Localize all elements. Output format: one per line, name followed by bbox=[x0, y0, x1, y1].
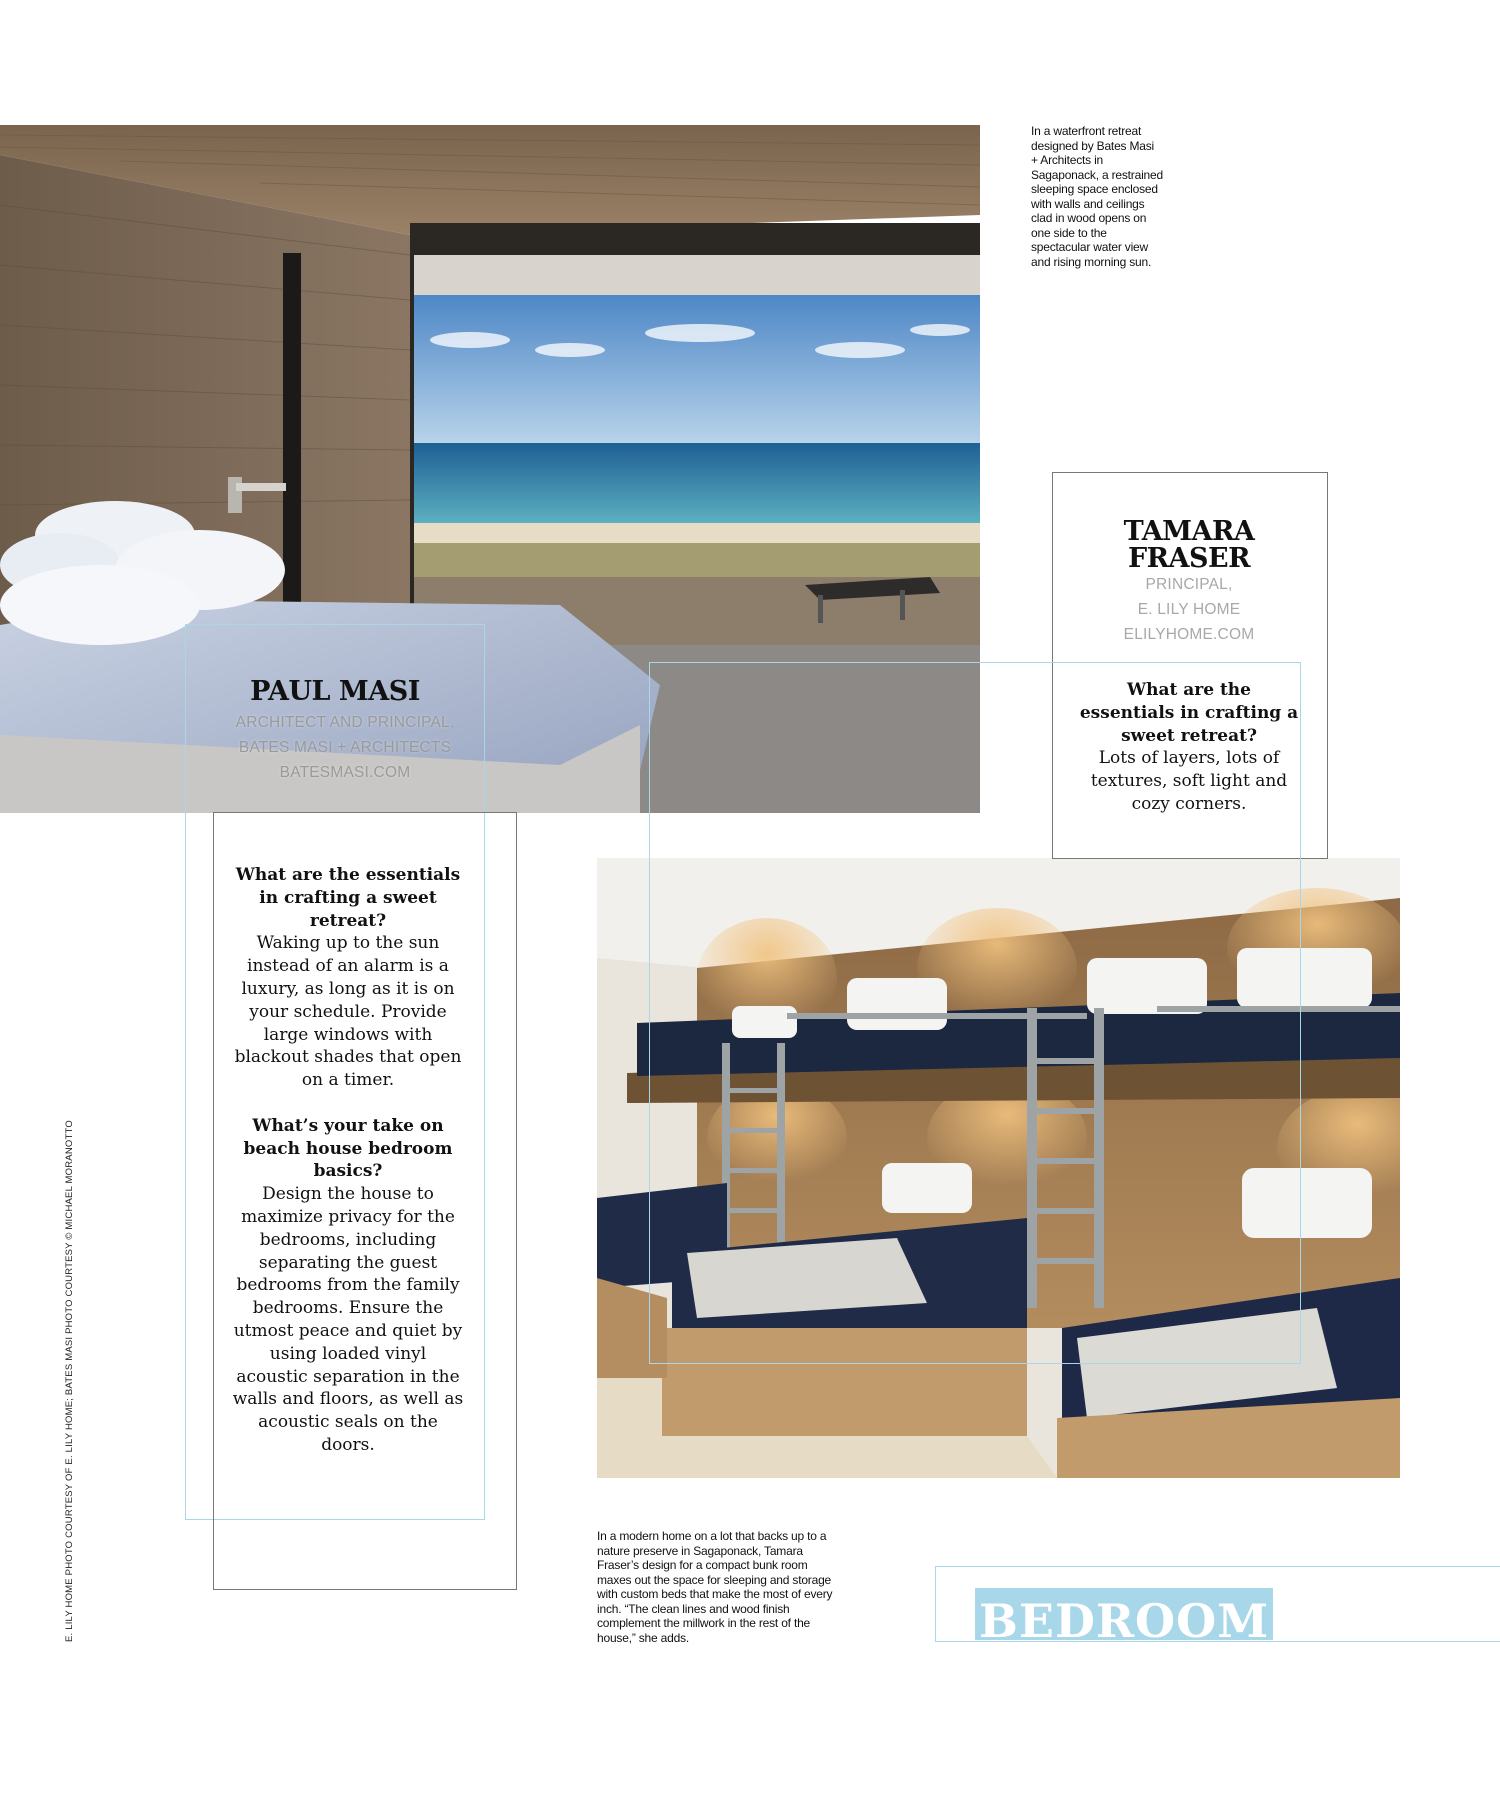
fraser-role-website: ELILYHOME.COM bbox=[1123, 626, 1255, 643]
masi-answer-2: Design the house to maximize privacy for the bedrooms, including separating the guest bedrooms from the family bedrooms. Ensure the utmost peace and quiet by using loaded vinyl acoustic separation in the walls and floors, as well as acoustic seals on the doors. bbox=[232, 1184, 464, 1455]
masi-question-2: What’s your take on beach house bedroom basics? bbox=[243, 1115, 453, 1182]
photo-credit: E. LILY HOME PHOTO COURTESY OF E. LILY HOME; BATES MASI PHOTO COURTESY © MICHAEL MORANOTTO bbox=[64, 1120, 75, 1642]
masi-role-firm: BATES MASI + ARCHITECTS bbox=[238, 739, 452, 756]
fraser-answer-1: Lots of layers, lots of textures, soft light and cozy corners. bbox=[1090, 748, 1288, 814]
waterfront-photo-caption: In a waterfront retreat designed by Bates Masi + Architects in Sagaponack, a restrained sleeping space enclosed with walls and ceilings clad in wood opens on one side to the spectacular water view and rising morning sun. bbox=[1031, 124, 1163, 269]
masi-name: PAUL MASI bbox=[250, 676, 420, 707]
fraser-last-name: FRASER bbox=[1127, 543, 1251, 574]
fraser-name bbox=[1058, 518, 1320, 572]
section-tag-label: BEDROOM bbox=[975, 1588, 1273, 1640]
masi-interview bbox=[232, 864, 464, 1457]
masi-role bbox=[190, 710, 500, 785]
masi-answer-1: Waking up to the sun instead of an alarm is a luxury, as long as it is on your schedule. Provide large windows with blackout shades that open on a timer. bbox=[234, 933, 462, 1091]
fraser-role-title: PRINCIPAL, bbox=[1145, 576, 1233, 593]
masi-question-1: What are the essentials in crafting a sweet retreat? bbox=[235, 865, 461, 931]
bunk-room-photo-caption: In a modern home on a lot that backs up to a nature preserve in Sagaponack, Tamara Fraser’s design for a compact bunk room maxes out the space for sleeping and storage with custom beds that make the most of every inch. “The clean lines and wood finish complement the millwork in the rest of the house,” she adds. bbox=[597, 1529, 833, 1645]
fraser-question-1: What are the essentials in crafting a sweet retreat? bbox=[1079, 680, 1299, 746]
masi-role-title: ARCHITECT AND PRINCIPAL, bbox=[235, 714, 455, 731]
masi-role-website: BATESMASI.COM bbox=[279, 764, 411, 781]
fraser-role-firm: E. LILY HOME bbox=[1137, 601, 1241, 618]
fraser-first-name: TAMARA bbox=[1123, 516, 1255, 547]
fraser-interview bbox=[1078, 679, 1300, 816]
fraser-role bbox=[1058, 572, 1320, 647]
